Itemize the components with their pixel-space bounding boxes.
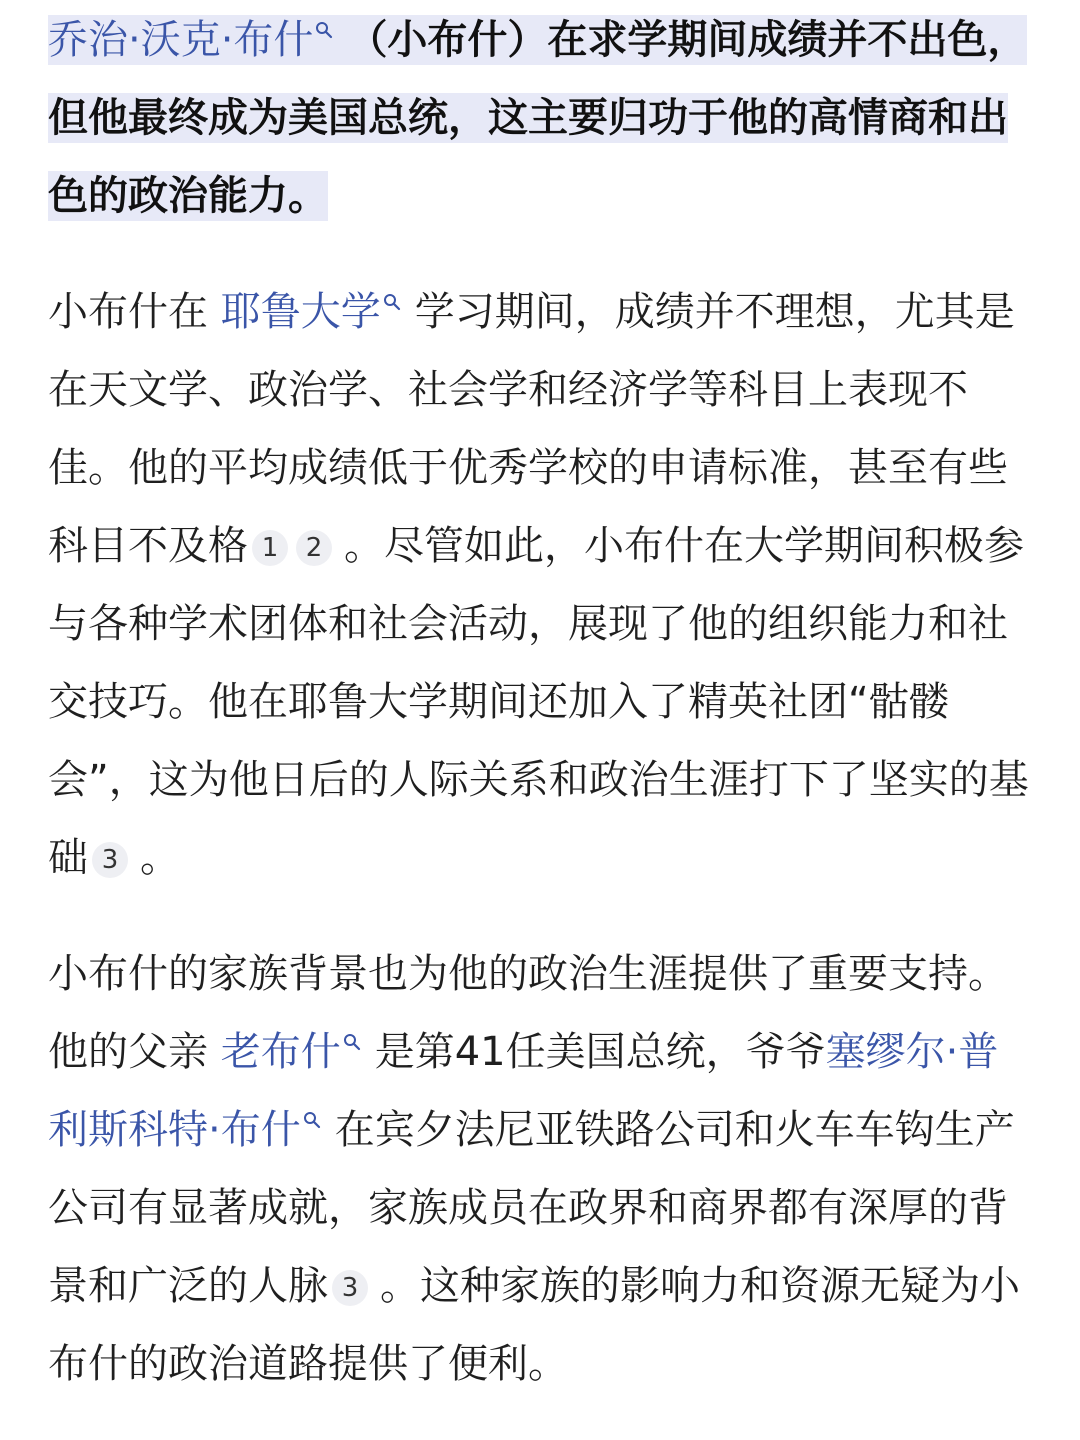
entity-link-yale[interactable] — [208, 289, 415, 335]
summary-highlight — [48, 15, 1027, 221]
entity-link-george-w-bush[interactable] — [48, 17, 347, 63]
text-segment: 在宾夕法尼亚铁路公司和火车车钩生产公司有显著成就，家族成员在政界和商界都有深厚的背景和广泛的人脉 — [48, 1107, 1015, 1309]
citation-badge[interactable]: 3 — [92, 842, 128, 878]
answer-content — [48, 0, 1038, 1403]
text-segment: 。这种家族的影响力和资源无疑为小布什的政治道路提供了便利。 — [48, 1263, 1020, 1387]
entity-link-label: 耶鲁大学 — [220, 289, 381, 335]
search-icon[interactable] — [343, 1033, 361, 1051]
summary-text: （小布什）在求学期间成绩并不出色，但他最终成为美国总统，这主要归功于他的高情商和出色的政治能力。 — [48, 17, 1028, 219]
summary-paragraph — [48, 1, 1038, 235]
text-segment: 是第41任美国总统，爷爷 — [374, 1029, 826, 1075]
entity-link-label: 塞缪尔·普利斯科特·布什 — [48, 1029, 999, 1153]
search-icon[interactable] — [303, 1111, 321, 1129]
text-segment: 学习期间，成绩并不理想，尤其是在天文学、政治学、社会学和经济学等科目上表现不佳。他的平均成绩低于优秀学校的申请标准，甚至有些科目不及格 — [48, 289, 1015, 569]
citation-badge[interactable]: 1 — [252, 530, 288, 566]
text-segment: 小布什的家族背景也为他的政治生涯提供了重要支持。他的父亲 — [48, 951, 1008, 1075]
entity-link-label: 乔治·沃克·布什 — [48, 17, 314, 63]
citation-badge[interactable]: 2 — [296, 530, 332, 566]
paragraph-yale — [48, 273, 1038, 897]
paragraph-family — [48, 935, 1038, 1403]
search-icon[interactable] — [315, 21, 333, 39]
text-segment: 。尽管如此，小布什在大学期间积极参与各种学术团体和社会活动，展现了他的组织能力和社交技巧。他在耶鲁大学期间还加入了精英社团“骷髅会”，这为他日后的人际关系和政治生涯打下了坚实的基础 — [48, 523, 1029, 881]
entity-link-label: 老布什 — [220, 1029, 341, 1075]
entity-link-george-hw-bush[interactable] — [208, 1029, 375, 1075]
search-icon[interactable] — [383, 293, 401, 311]
text-segment: 小布什在 — [48, 289, 208, 335]
citation-badge[interactable]: 3 — [332, 1270, 368, 1306]
text-segment: 。 — [140, 835, 180, 881]
